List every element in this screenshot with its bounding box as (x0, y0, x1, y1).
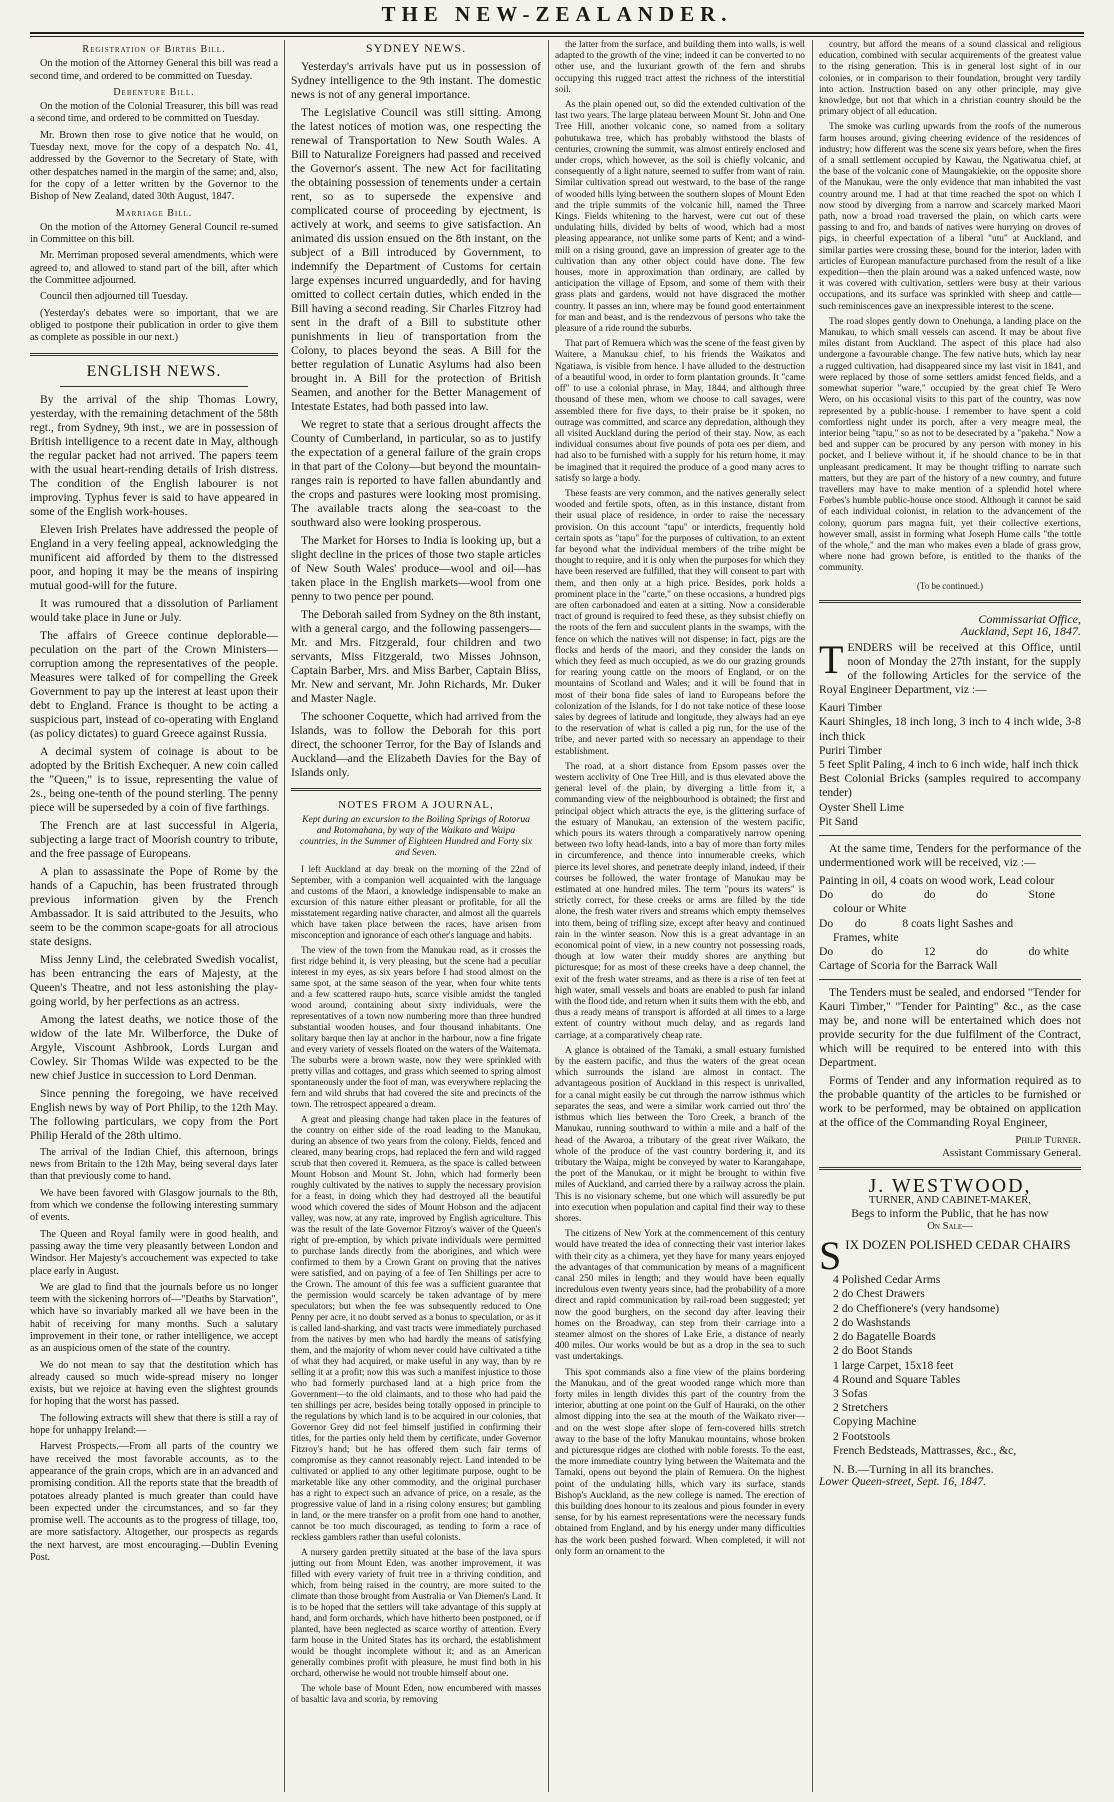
tender-works-list (819, 874, 1081, 973)
table-cell: do (976, 944, 988, 958)
sale-items-list (819, 1273, 1081, 1458)
marriage-bill-text: Mr. Merriman proposed several amendments, which were agreed to, and allowed to stand part of the bill, after which the Committee adjourned. (30, 250, 278, 287)
list-item: Best Colonial Bricks (samples required to accompany tender) (819, 772, 1081, 800)
births-bill-heading: Registration of Births Bill. (82, 44, 226, 55)
column-4 (819, 40, 1081, 1792)
table-cell: do (854, 916, 867, 930)
table-cell: do white (1028, 944, 1069, 958)
article-paragraph: The Deborah sailed from Sydney on the 8th instant, with a general cargo, and the following passengers—Mr. and Mrs. Fitzgerald, four children and two servants, Miss Fitzgerald, two Misses Johnson, Captain Barber, Mrs. and Miss Barber, Captain Bliss, Mr. New and servant, Mr. John Richards, Mr. Duker and Master Nagle. (291, 608, 541, 706)
list-item: Kauri Shingles, 18 inch long, 3 inch to 4 inch wide, 3-8 inch thick (819, 715, 1081, 743)
list-item: 5 feet Split Paling, 4 inch to 6 inch wide, half inch thick (819, 757, 1079, 771)
journal-heading: NOTES FROM A JOURNAL, (338, 799, 494, 812)
table-cell: 8 coats light Sashes and (902, 916, 1014, 930)
debenture-bill-text: On the motion of the Colonial Treasurer, this bill was read a second time, and ordered to be committed on Tuesday. (30, 101, 278, 125)
table-cell: 12 (923, 944, 936, 958)
article-paragraph: The smoke was curling upwards from the roofs of the numerous farm houses around, giving cheering evidence of the residences of industry; how different was the scene six years before, when the fires of a small settlement occupied by Kawau, the Ngatiwatua chief, at the base of the volcanic cone of Maungakiekie, on the opposite shore of the Manukau, were the only evidence that man inhabited the vast country around me. I had at that time reached the spot on which I now stood by diverging from a narrow and scarcely marked Maori path, now a broad road traversed the plain, on which carts were passing to and fro, and bands of natives were hurrying on droves of pigs, in cheerful expectation of a liberal "utu" at Auckland, and similar parties were crossing these, bound for the interior, laden with articles of European manufacture purchased from the result of a like expedition—then the plain around was a naked unfenced waste, now it was covered with cultivation, settlers were busy at their various occupations, and its surface was sprinkled with sheep and cattle—such reminiscences gave an inexpressible interest to the scene. (819, 122, 1081, 312)
table-cell: Do (819, 916, 834, 930)
table-cell: do (871, 888, 883, 902)
article-paragraph: The road, at a short distance from Epsom passes over the western acclivity of One Tree Hill, and is thus elevated above the general level of the plain, by diverging a little from it, a commanding view of the neighbourhood is obtained; the first and principal object which attracts the eye, is the glittering surface of the estuary of Manukau, an extension of the western pacific, which pours its waters through a comparatively narrow opening between two lofty head-lands, into a bay of more than forty miles in circumference, and thence into innumerable creeks, which pierce its level shores, and penetrate deeply inland, indeed, if their courses be followed, the water frontage of Manukau may be estimated at one hundred miles. The term "pours its waters" is strictly correct, for these creeks or arms are filled by the tide alone, the fresh water rivers and streams which empty themselves into them, being of trifling size, except after heavy and continued rain in the winter season. Now this is a great advantage in an economical point of view, in a new country not possessing roads, though at low water their muddy shores are anything but picturesque; for as most of these creeks have a deep channel, the exit of the fresh water streams, and as there is a rise of ten feet at high water, small vessels and boats are enabled to push far inland with the flood tide, and return when it suits them with the ebb, and thus a ready means of transport is afforded at all times to a large extent of country without much delay, and as regards land carriage, at a comparatively cheap rate. (555, 761, 805, 1041)
editor-note: (Yesterday's debates were so important, that we are obliged to postpone their publication in order to give them as complete as possible in our next.) (30, 307, 278, 344)
article-paragraph: country, but afford the means of a sound classical and religious education, combined with secular acquirements of the greatest value to the rising generation. This is in general lost sight of in our colonies, or in comparison to their foundation, brought very tardily into action. Instruction based on any other principle, may give knowledge, but not that which in a christian country should be the primary object of all education. (819, 40, 1081, 118)
article-paragraph: The arrival of the Indian Chief, this afternoon, brings news from Britain to the 12th May, being several days later than that previously come to hand. (30, 1146, 278, 1183)
list-item: Oyster Shell Lime (819, 800, 905, 814)
article-paragraph: The French are at last successful in Algeria, subjecting a large tract of Moorish country to tribute, and the free passage of Europeans. (30, 818, 278, 860)
article-paragraph: The road slopes gently down to Onehunga, a landing place on the Manukau, to which small vessels can ascend. It may be about five miles distant from Auckland. The aspect of this place had also undergone a favourable change. The few native huts, which lay near a rugged cultivation, had disappeared since my last visit in 1841, and were replaced by those of some settlers amidst fenced fields, and a somewhat superior "ware," occupied by the great chief Te Wero Wero, on his occasional visits to this part of the country, was now represented by a public-house. I remember to have spent a cold comfortless night under its porch, after a very meagre meal, the interior being "tapu," so as not to be desecrated by a "pakeha." Now a bed and supper can be procured by any person with money in his pocket, and I believe without it, if he should chance to be in that unpleasant predicament. It may be thought trifling to narrate such matters, but they are part of the history of a new country, and future travellers may have to make mention of a splendid hotel where Forbes's humble public-house once stood. Although it cannot be said of each individual colonist, in relation to the advancement of the colony, quorum pars magna fuit, yet their collective exertions, however small, assist in forming what Joseph Hume calls "the tottle of the whole," and the man who makes even a blade of grass grow, where none had grown before, is entitled to the thanks of the community. (819, 316, 1081, 574)
marriage-bill-text: Council then adjourned till Tuesday. (40, 291, 188, 303)
list-item: 1 large Carpet, 15x18 feet (833, 1358, 954, 1372)
article-paragraph: The citizens of New York at the commencement of this century would have treated the idea of connecting their vast interior lakes with their city as a chimera, yet they have for many years enjoyed the advantages of that communication by means of a magnificent canal 250 miles in length; and they would have been equally incredulous even twenty years since, had the probability of a more direct and rapid communication by rail-road been suggested; yet now the good burghers, on the second day after leaving their homes on the Broadway, can step from their carriage into a steamer almost on the shores of Lake Erie, a distance of nearly 400 miles. Our works would be but as a drop in the sea to such vast undertakings. (555, 1229, 805, 1363)
article-paragraph: A plan to assassinate the Pope of Rome by the hands of a Capuchin, has been frustrated through previous information given by the French Ambassador. It is said attributed to the Jesuits, who seem to be the common scape-goats for all atrocious state designs. (30, 864, 278, 948)
article-paragraph: A nursery garden prettily situated at the base of the lava spurs jutting out from Mount Eden, was another improvement, it was filled with every variety of fruit tree in a thriving condition, and which, from being raised in the country, are more suited to the climate than those brought from Australia or Van Diemen's Land. It is to be hoped that the settlers will take advantage of this supply at hand, and form orchards, which have hitherto been postponed, or if planted, have been neglected as scarce worthy of attention. Every farm house in the United States has its orchard, the establishment would be thought incomplete without it; and as an American generally combines profit with pleasure, he must find both in his orchard, otherwise he would not trouble himself about one. (291, 1546, 541, 1678)
article-paragraph: By the arrival of the ship Thomas Lowry, yesterday, with the remaining detachment of the 58th regt., from Sydney, 9th inst., we are in possession of British intelligence to a recent date in May, although the regular packet had not arrived. The papers teem with the usual heart-rending details of Irish distress. The condition of the English labourer is not improving. Typhus fever is said to have appeared in some of the English work-houses. (30, 392, 278, 518)
section-rule (60, 386, 248, 387)
advertiser-intro: Begs to inform the Public, that he has now (851, 1207, 1049, 1221)
section-rule (819, 1167, 1081, 1170)
table-cell: Stone (1028, 888, 1056, 902)
article-paragraph: A great and pleasing change had taken place in the features of the country on either side of the road leading to the Manukau, during an absence of two years from the colony. Fields, fenced and cleared, many bearing crops, had replaced the fern and wild ragged scrub that then covered it. Remuera, as the space is called between Mount Hobson and Mount St. John, which had formerly been roughly cultivated by the natives to supply the necessary provision for a feast, in doing which they had destroyed all the beautiful wood which covered the sides of Mount Hobson and the adjacent valley, was now, at any rate, improved by English agriculture. This was the result of the late Governor Fitzroy's waiver of the Queen's right of pre-emption, by which private individuals were permitted to purchase lands directly from the aborigines, and which were confirmed to them by a Crown Grant on proving that the natives were satisfied, and on paying of a fee of Ten Shillings per acre to the Crown. The amount of this fee was a sufficient guarantee that the permission would scarcely be taken advantage of by mere speculators; but when the fee was subsequently reduced to One Penny per acre, it no doubt served as a bonus to speculation, or as it is called land-sharking, and vast tracts were immediately purchased from the natives by men who had hardly the means of satisfying them, and the majority of whom never could have cultivated a tithe of what they had acquired, or make useful in any way, than by re selling it at a profit; now this was such a manifest injustice to those who had formerly purchased land at a high price from the Government—to the old claimants, and to those who had paid the ten shillings per acre, besides being totally opposed in principle to the regulations by which land is to be acquired in our colonies, that Governor Grey did not feel himself justified in confirming their titles, for the parties only held them by certificate, under Governor Fitzroy's hand; but he has offered them such fair terms of compromise as they cannot reasonably reject. Land intended to be cultivated or applied to any other legitimate purpose, ought to be marketable like any other commodity, and the original purchaser has a right to expect such an advance of price, on a resale, as the progressive value of land in a rising colony ensures; but gambling in land, or the mere transfer on a profit from one hand to another, cannot be too much discouraged, as tending to form a race of reckless gamblers rather than useful colonists. (291, 1113, 541, 1542)
sale-headline: IX DOZEN POLISHED CEDAR CHAIRS (845, 1237, 1071, 1253)
on-sale-label: On Sale— (927, 1221, 973, 1233)
article-paragraph: Harvest Prospects.—From all parts of the country we have received the most favorable accounts, as to the appearance of the grain crops, which are in an advanced and promising condition. All the reports state that the breadth of potatoes already planted is much greater than could have been expected under the circumstances, and so far they promise well. The accounts as to the progress of tillage, too, are more satisfactory. Altogether, our prospects as regards the next harvest, are most encouraging.—Dublin Evening Post. (30, 1441, 278, 1564)
commissariat-date: Auckland, Sept 16, 1847. (961, 623, 1081, 638)
english-news-heading: ENGLISH NEWS. (86, 362, 222, 380)
table-cell: Do (819, 944, 834, 958)
nb-note: N. B.—Turning in all its branches. (833, 1462, 994, 1476)
drop-cap: T (819, 637, 844, 683)
section-rule (291, 788, 541, 791)
article-paragraph: I left Auckland at day break on the morning of the 22nd of September, with a companion well acquainted with the language and customs of the Maori, a knowledge indispensable to make an excursion of this nature either pleasant or profitable, for all the misstatement regarding native character, and almost all the quarrels which have taken place between the races, have arisen from misconception and ignorance of each other's language and habits. (291, 863, 541, 940)
debenture-bill-text: Mr. Brown then rose to give notice that he would, on Tuesday next, move for the copy of a despatch No. 41, addressed by the Governor to the Secretary of State, with other despatches named in the margin of the same; and, also, for the copy of a letter written by the Governor to the Bishop of New Zealand, dated 30th August, 1847. (30, 129, 278, 203)
signature-name: Philip Turner. (1015, 1134, 1081, 1147)
article-paragraph: The Queen and Royal family were in good health, and passing away the time very pleasantly between London and Windsor. Her Majesty's accouchement was expected to take place early in August. (30, 1228, 278, 1277)
article-paragraph: As the plain opened out, so did the extended cultivation of the last two years. The large plateau between Mount St. John and One Tree Hill, another volcanic cone, so named from a solitary pohutukawa tree, which has probably withstood the blasts of centuries, crowning the summit, was almost entirely enclosed and under crops, which however, as the soil is chiefly volcanic, and consequently of a light nature, seemed to suffer from want of rain. Similar cultivation spread out westward, to the base of the range of wooded hills lying between the southern slopes of Mount Eden and the triple summits of the volcanic hill, named the Three Kings. Fields whitening to the harvest, were cut out of these undulating hills, divided by belts of wood, which had a most pleasing appearance, not unlike some parts of Kent; and a wind-mill on a rising ground, gave an impression of greater age to the cultivation than any other object could have done. The few houses, more in approximation than ordinary, are called by anticipation the village of Epsom, and some of them with their grass plats and gardens, would not have disgraced the mother country. It passes an inn, where may be found good entertainment for man and beast, and is the rendezvous of persons who take the pleasure of a ride round the suburbs. (555, 100, 805, 335)
list-item: Cartage of Scoria for the Barrack Wall (819, 959, 998, 973)
list-item: colour or White (833, 902, 907, 916)
table-row (819, 945, 1081, 959)
advertiser-name: J. WESTWOOD, (868, 1174, 1032, 1197)
marriage-bill-text: On the motion of the Attorney General Council re-sumed in Committee on this bill. (30, 221, 278, 246)
signature-title: Assistant Commissary General. (941, 1146, 1081, 1159)
table-cell: Do (819, 888, 834, 902)
article-paragraph: We do not mean to say that the destitution which has already caused so much wide-spread misery no longer exists, but we rejoice at having even the slightest grounds for hoping that the worst has passed. (30, 1359, 278, 1408)
list-item: Frames, white (833, 930, 899, 944)
list-item: 4 Round and Square Tables (833, 1372, 961, 1386)
births-bill-text: On the motion of the Attorney General this bill was read a second time, and ordered to be committed on Tuesday. (30, 58, 278, 82)
article-paragraph: A glance is obtained of the Tamaki, a small estuary furnished by the eastern pacific, and thus the waters of the great ocean which surrounds the island are almost in contact. The advantageous position of Auckland in this respect is unrivalled, for a canal might easily be cut through the narrow isthmus which separates the seas, and were a similar work carried out thro' the isthmus which lies between the Toro Creek, a branch of the Manukau, running southward to within a mile and a half of the head of the Awaroa, a tributary of the great river Waikato, the whole of the produce of the vast country bordering it, and its tributary the Waipa, might be conveyed by water to Karangahape, the port of the Manukau, or it might be brought to within five miles of Auckland, and carried there by a railway across the plain. This is no visionary scheme, but one which will assuredly be put into execution when population and capital find their way to these shores. (555, 1045, 805, 1224)
article-paragraph: The following extracts will shew that there is still a ray of hope for unhappy Ireland:— (30, 1412, 278, 1437)
list-item: 2 Footstools (833, 1429, 891, 1443)
list-item: Kauri Timber (819, 701, 882, 715)
continued-note: (To be continued.) (916, 580, 984, 591)
section-rule (819, 979, 1081, 980)
list-item: 2 do Cheffionere's (very handsome) (833, 1301, 1000, 1315)
list-item: 4 Polished Cedar Arms (833, 1273, 941, 1287)
marriage-bill-heading: Marriage Bill. (115, 207, 193, 219)
article-paragraph: We are glad to find that the journals before us no longer teem with the sickening horrors of—"Deaths by Starvation", which have so invariably marked all we have been in the habit of receiving for many months. Such a salutary improvement in their tone, or rather intelligence, we accept as an auspicious omen of the state of the country. (30, 1281, 278, 1355)
section-rule (819, 835, 1081, 836)
article-paragraph: The schooner Coquette, which had arrived from the Islands, was to follow the Deborah for this port direct, the schooner Terror, for the Bay of Islands and Auckland—and the Elizabeth Davies for the Bay of Islands only. (291, 710, 541, 780)
list-item: 2 do Bagatelle Boards (833, 1330, 936, 1344)
list-item: Puriri Timber (819, 743, 882, 757)
masthead-rule (30, 32, 1084, 37)
article-paragraph: This spot commands also a fine view of the plains bordering the Manukau, and of the great wooded range which more than forty miles in length divides this part of the country from the interior, abutting at one point on the Gulf of Hauraki, on the other almost dipping into the sea at the mouth of the Waikato river—and on the west slope after slope of fern-covered hills stretch away to the base of the lofty Manukau mountains, whose broken and picturesque ridges are clothed with noble forests. To the east, the more immediate country lying between the Waitemata and the Tamaki, opens out beyond the plain of Remuera. On the highest point of the undulating hills, which vary its surface, stands Bishop's Auckland, as the new college is named. The erection of this building does honour to its zealous and pious founder in every sense, for by his earnest representations were the necessary funds obtained from England, and by his energy under many difficulties has the work been pushed forward. When completed, it will not only form an ornament to the (555, 1367, 805, 1557)
article-paragraph: The affairs of Greece continue deplorable—peculation on the part of the Crown Ministers—corruption among the representatives of the people. Measures were talked of for compelling the Greek Government to pay up the interest at least upon their debt to England. France is thought to be acting a suspicious part, instead of co-operating with England (as policy dictates) to guard Greece against Russia. (30, 628, 278, 740)
column-2 (291, 40, 541, 1792)
tender-items-list (819, 701, 1081, 829)
tender-forms: Forms of Tender and any information required as to the probable quantity of the articles to be furnished or work to be performed, may be obtained on application at the office of the Commanding Royal Engineer, (819, 1074, 1081, 1130)
list-item: 2 do Chest Drawers (833, 1287, 925, 1301)
column-3 (555, 40, 805, 1792)
list-item: 2 Stretchers (833, 1401, 889, 1415)
tender-conditions: The Tenders must be sealed, and endorsed "Tender for Kauri Timber," "Tender for Painting" &c., as the case may be, and none will be entertained which does not provide security for the due fulfilment of the Contract, which will be required to be entered into with this Department. (819, 986, 1081, 1070)
article-paragraph: Eleven Irish Prelates have addressed the people of England in a very feeling appeal, acknowledging the munificent aid afforded by them to the distressed poor, and hoping it may be the means of inspiring mutual good-will for the future. (30, 522, 278, 592)
debenture-bill-heading: Debenture Bill. (113, 86, 195, 98)
drop-cap: S (819, 1233, 842, 1279)
article-paragraph: The view of the town from the Manukau road, as it crosses the first ridge behind it, is very pleasing, but the scene had a peculiar interest in my eyes, as six years before I had stood almost on the same spot, at the same season of the year, when four white tents and a few scattered raupo huts, scarce visible amidst the tangled wood around, containing about sixty individuals, were the representatives of a town now numbering more than three hundred substantial wooden houses, and four thousand inhabitants. One solitary barque then lay at anchor in the harbour, now a fine frigate and every variety of vessels floated on the waters of the Waitemata. The suburbs were a brown waste, now they were sprinkled with pretty villas and cottages, and grass which seemed to spring almost spontaneously under the foot of man, was everywhere replacing the fern and wild shrubs that had covered the site and precincts of the town. The retrospect appeared a dream. (291, 944, 541, 1109)
table-row (819, 888, 1081, 902)
table-cell: do (923, 888, 936, 902)
column-divider (284, 40, 285, 1792)
column-divider (548, 40, 549, 1792)
advertiser-address: Lower Queen-street, Sept. 16, 1847. (819, 1475, 987, 1489)
list-item: Copying Machine (833, 1415, 917, 1429)
article-paragraph: It was rumoured that a dissolution of Parliament would take place in June or July. (30, 596, 278, 624)
article-paragraph: Among the latest deaths, we notice those of the widow of the late Mr. Wilberforce, the Duke of Argyle, Viscount Ashbrook, Lords Lurgan and Cowley. Sir Thomas Wilde was expected to be the new chief Justice in succession to Lord Denman. (30, 1012, 278, 1082)
article-paragraph: We regret to state that a serious drought affects the County of Cumberland, in particular, so as to justify the expectation of a general failure of the grain crops in that part of the Colony—but beyond the mountain-ranges rain is reported to have fallen abundantly and the crops and pastures were looking most promising. The available tracts along the sea-coast to the southward also were looking prosperous. (291, 418, 541, 530)
article-paragraph: Miss Jenny Lind, the celebrated Swedish vocalist, has been entrancing the ears of Majesty, at the Queen's Theatre, and not less astonishing the play-going world, by her perfections as an actress. (30, 952, 278, 1008)
advertiser-trade: TURNER, AND CABINET-MAKER, (868, 1195, 1032, 1207)
table-row (819, 917, 1081, 931)
column-1 (30, 40, 278, 1792)
article-paragraph: Yesterday's arrivals have put us in possession of Sydney intelligence to the 9th instant. The domestic news is not of any general importance. (291, 60, 541, 102)
article-paragraph: The Market for Horses to India is looking up, but a slight decline in the prices of those two staple articles of New South Wales' produce—wool and oil—has taken place in the English markets—wool from one penny to two pence per pound. (291, 534, 541, 604)
table-cell: do (976, 888, 988, 902)
list-item: 3 Sofas (833, 1386, 868, 1400)
article-paragraph: These feasts are very common, and the natives generally select wooded and fertile spots, often, as in this instance, distant from their usual place of residence, in order to raise the necessary provision. On this account "tapu" or interdicts, frequently hold certain spots as "tapu" for the purposes of cultivation, to an extent far beyond what the individual members of the tribe might be thought to require, and it is only when the purposes for which they have been reserved are fulfilled, that they will consent to part with them, and then only at a high price. Besides, pork holds a prominent place in the "carte," on these occasions, a hundred pigs are often carbonadoed and eaten at a sitting. Now a considerable tract of ground is required to feed these, as they subsist chiefly on the roots of the fern and succulent plants in the swamps, with the fence on which the natives will not dispense; in fact, pigs are the flocks and herds of the maori, and they consider the lands on which they feed as much occupied, as we do our grazing grounds for rearing young cattle on the moors of England, or on the mountains of Scotland and Wales; and it will be found that in most of their bona fide sales of land to Europeans before the colonization of the Islands, for I do not take notice of these loose sales by degrees of latitude and longitude, they always had an eye to the reservation of what is called a pig run, for the use of the tribe, and never parted with so necessary an appendage to their establishment. (555, 488, 805, 757)
article-paragraph: That part of Remuera which was the scene of the feast given by Waitere, a Manukau chief, to his friends the Waikatos and Ngatiawa, is visible from hence. I have alluded to the destruction of a beautiful wood, in order to form plantation grounds. It "came off" to use a colonial phrase, in May, 1844, and although three thousand of these men, whom we choose to call savages, were assembled there for five days, to their praise be it spoken, no outrage was committed, and scarce any depredation, although they all visited Auckland during the period of their stay. Now, as each individual consumes about five pounds of pota oes per diem, and had also to be furnished with a supply for his return home, it may be imagined that it required the produce of a good many acres to satisfy so large a body. (555, 339, 805, 484)
journal-subtitle: Kept during an excursion to the Boiling Springs of Rotorua and Rotomahana, by way of the Waikato and Waipa countries, in the Summer of Eighteen Hundred and Forty six and Seven. (300, 813, 532, 858)
article-paragraph: Since penning the foregoing, we have received English news by way of Port Philip, to the 12th May. The following particulars, we copy from the Port Philip Herald of the 28th ultimo. (30, 1086, 278, 1142)
tender-works-intro: At the same time, Tenders for the performance of the undermentioned work will be received, viz :— (819, 841, 1081, 869)
list-item: Pit Sand (819, 814, 858, 828)
list-item: 2 do Washstands (833, 1315, 911, 1329)
article-paragraph: We have been favored with Glasgow journals to the 8th, from which we condense the following interesting summary of events. (30, 1187, 278, 1224)
list-item: 2 do Boot Stands (833, 1344, 913, 1358)
table-cell: do (871, 944, 883, 958)
commissariat-office: Commissariat Office, (978, 611, 1081, 626)
article-paragraph: A decimal system of coinage is about to be adopted by the British Exchequer. A new coin called the "Queen," is to issue, representing the value of 2s., being one-tenth of the pound sterling. The penny piece will be superseded by a coin of five farthings. (30, 744, 278, 814)
article-paragraph: The Legislative Council was still sitting. Among the latest notices of motion was, one respecting the renewal of Transportation to New South Wales. A Bill to Naturalize Foreigners had passed and received the Governor's assent. The new Act for facilitating the obtaining possession of tenements under a certain rent, so as to supersede the expensive and complicated course of proceeding by ejectment, is actively at work, and seems to give satisfaction. An animated dis ussion ensued on the 8th instant, on the subject of a Bill introduced by Government, to indemnify the Department of Customs for certain large expenses incurred unguardedly, and for having omitted to collect certain duties, which ended in the Bill having a second reading. Sir Charles Fitzroy had sent in the draft of a Bill to substitute other punishments in lieu of transportation from the Colony, to places beyond the seas. A Bill for the better regulation of Lunatic Asylums had also been brought in. A Bill for the protection of British Seamen, and another for the Better Management of Intestate Estates, had both passed into law. (291, 106, 541, 414)
masthead-title: THE NEW-ZEALANDER. (381, 2, 733, 26)
article-paragraph: the latter from the surface, and building them into walls, is well adapted to the growth of the vine; indeed it can be converted to no other use, and the luxuriant growth of the fern and shrubs occupying this rugged tract attest the richness of the interstitial soil. (555, 40, 805, 95)
tender-intro: ENDERS will be received at this Office, until noon of Monday the 27th instant, for the supply of the following Articles for the service of the Royal Engineer Department, viz :— (819, 641, 1081, 697)
section-rule (30, 353, 278, 356)
sydney-news-heading: SYDNEY NEWS. (365, 41, 467, 55)
section-rule (819, 600, 1081, 603)
list-item: Painting in oil, 4 coats on wood work, Lead colour (819, 873, 1055, 887)
article-paragraph: The whole base of Mount Eden, now encumbered with masses of basaltic lava and scoria, by removing (291, 1682, 541, 1704)
list-item: French Bedsteads, Mattrasses, &c., &c, (833, 1443, 1017, 1457)
column-divider (812, 40, 813, 1792)
